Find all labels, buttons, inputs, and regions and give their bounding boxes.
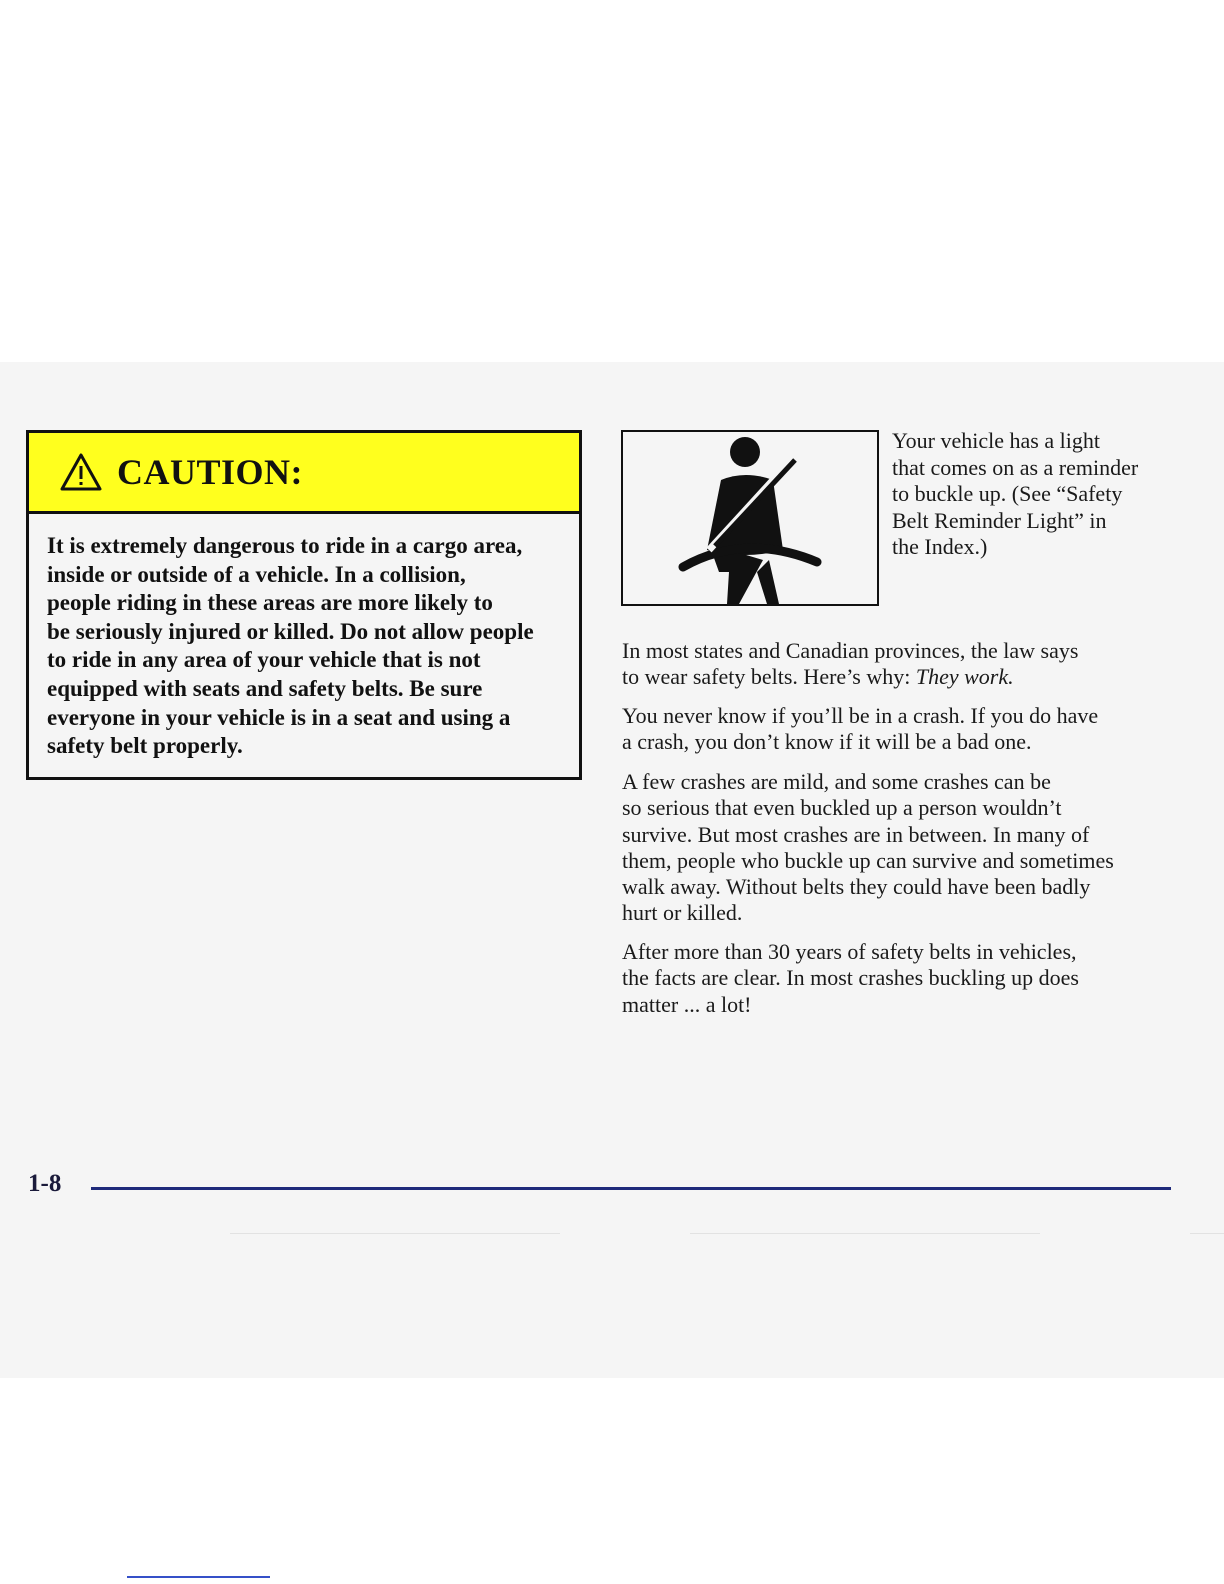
caution-line: to ride in any area of your vehicle that is not (47, 647, 481, 673)
caution-line: It is extremely dangerous to ride in a cargo area, (47, 533, 523, 558)
footer-rule (91, 1187, 1171, 1190)
text-line: a crash, you don’t know if it will be a bad one. (622, 729, 1032, 755)
caution-line: people riding in these areas are more likely to (47, 590, 493, 616)
text-line: them, people who buckle up can survive and sometimes (622, 847, 1114, 873)
text-line: In most states and Canadian provinces, the law says (622, 638, 1079, 663)
emphasis-text: They work. (915, 664, 1014, 690)
text-line: Your vehicle has a light (892, 428, 1100, 453)
text-line: survive. But most crashes are in between. In many of (622, 821, 1090, 847)
text-line (622, 664, 1192, 690)
text-line: A few crashes are mild, and some crashes can be (622, 769, 1051, 794)
seatbelt-icon-frame (621, 430, 879, 606)
caution-line: equipped with seats and safety belts. Be sure (47, 675, 483, 701)
text-line: You never know if you’ll be in a crash. If you do have (622, 703, 1099, 728)
text-line: After more than 30 years of safety belts in vehicles, (622, 939, 1077, 964)
page-number: 1-8 (28, 1170, 62, 1197)
paragraph-crash (622, 703, 1192, 756)
paragraph-law (622, 638, 1192, 691)
divider (690, 1233, 1040, 1234)
divider (1190, 1233, 1224, 1234)
warning-triangle-icon (59, 452, 103, 492)
text-line: the facts are clear. In most crashes buckling up does (622, 965, 1079, 991)
caution-header (29, 433, 579, 514)
caution-line: be seriously injured or killed. Do not allow people (47, 618, 534, 644)
text-line: matter ... a lot! (622, 991, 752, 1017)
reminder-light-text (892, 428, 1192, 561)
text-line: the Index.) (892, 534, 988, 560)
caution-line: everyone in your vehicle is in a seat and using a (47, 704, 511, 730)
text-line: Belt Reminder Light” in (892, 507, 1107, 533)
text-line: to buckle up. (See “Safety (892, 481, 1123, 507)
text-line: walk away. Without belts they could have been badly (622, 874, 1091, 900)
paragraph-facts (622, 939, 1192, 1018)
paragraph-severity (622, 769, 1192, 927)
text-line: hurt or killed. (622, 900, 743, 926)
text-line: that comes on as a reminder (892, 454, 1139, 480)
caution-line: safety belt properly. (47, 733, 243, 759)
caution-line: inside or outside of a vehicle. In a collision, (47, 561, 466, 587)
seatbelt-reminder-icon (623, 432, 877, 604)
text-segment: to wear safety belts. Here’s why: (622, 664, 916, 690)
bottom-link-underline[interactable] (127, 1576, 270, 1578)
caution-text (29, 514, 579, 761)
caution-title: CAUTION: (117, 452, 304, 492)
divider (230, 1233, 560, 1234)
text-line: so serious that even buckled up a person wouldn’t (622, 795, 1062, 821)
caution-box (26, 430, 582, 780)
